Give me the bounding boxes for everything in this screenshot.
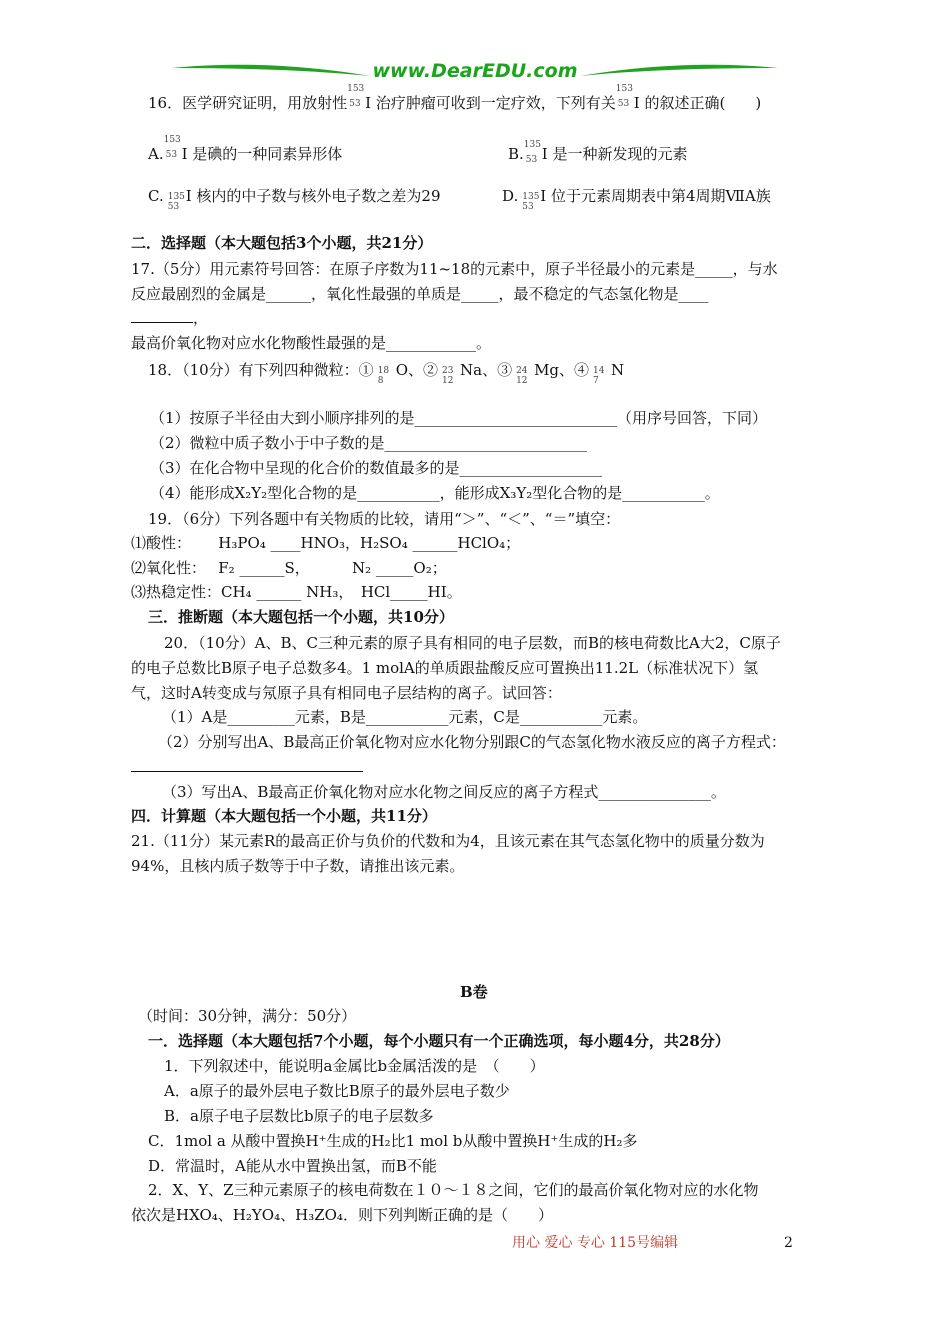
q16-option-b: B. 135 53 I 是一种新发现的元素 xyxy=(508,140,688,165)
q20-line-1: 20．（10分）A、B、C三种元素的原子具有相同的电子层数，而B的核电荷数比A大2，C原子 xyxy=(164,634,781,652)
q18-sub-1: （1）按原子半径由大到小顺序排列的是___________________________（用序号回答，下同） xyxy=(150,409,768,427)
q19-row-2: ⑵氧化性： F₂ ______S， N₂ _____O₂； xyxy=(131,559,447,577)
isotope-notation: 24 12 xyxy=(516,366,528,386)
isotope-notation: 23 12 xyxy=(442,366,454,386)
q16-option-a: A. 153 53 I 是碘的一种同素异形体 xyxy=(148,135,343,163)
q20-line-3: 气，这时A转变成与氖原子具有相同电子层结构的离子。试回答： xyxy=(131,684,562,702)
footer-slogan: 用心 爱心 专心 115号编辑 xyxy=(512,1235,679,1251)
q21-line-2: 94%，且核内质子数等于中子数，请推出该元素。 xyxy=(131,857,465,875)
q16-stem xyxy=(148,84,762,113)
brand-banner xyxy=(170,58,780,88)
q16-stem-mid: I 治疗肿瘤可收到一定疗效，下列有关 xyxy=(365,94,616,112)
section-3-heading: 三．推断题（本大题包括一个小题，共10分） xyxy=(148,608,454,626)
q16-option-c: C. 135 53 I 核内的中子数与核外电子数之差为29 xyxy=(148,187,441,212)
q17-line-4: 最高价氧化物对应水化物酸性最强的是____________。 xyxy=(131,334,492,352)
q18-sub-2: （2）微粒中质子数小于中子数的是___________________________ xyxy=(150,434,588,452)
q17-line-1: 17.（5分）用元素符号回答：在原子序数为11~18的元素中，原子半径最小的元素是_____，与水 xyxy=(131,260,778,278)
q20-sub-1: （1）A是_________元素，B是___________元素，C是___________元素。 xyxy=(162,708,648,726)
isotope-notation: 135 53 xyxy=(167,192,185,212)
q19-stem: 19．（6分）下列各题中有关物质的比较，请用“＞”、“＜”、“＝”填空： xyxy=(148,510,621,528)
q19-row-1: ⑴酸性： H₃PO₄ ____HNO₃，H₂SO₄ ______HClO₄； xyxy=(131,534,521,552)
q18-sub-3: （3）在化合物中呈现的化合价的数值最多的是___________________ xyxy=(150,459,603,477)
q17-blank-line: ， xyxy=(131,308,208,328)
q18-sub-4: （4）能形成X₂Y₂型化合物的是___________，能形成X₃Y₂型化合物的是___________。 xyxy=(150,484,720,502)
isotope-notation: 18 8 xyxy=(377,366,390,386)
q20-sub-2: （2）分别写出A、B最高正价氧化物对应水化物分别跟C的气态氢化物水液反应的离子方程式： xyxy=(158,733,786,751)
q16-stem-pre: 16．医学研究证明，用放射性 xyxy=(148,94,348,112)
q18-stem: 18．（10分）有下列四种微粒：① 18 8 O、② 23 12 Na、③ 24 12 Mg、④ 14 7 N xyxy=(148,361,625,386)
isotope-notation: 135 53 xyxy=(522,192,540,212)
isotope-notation: 153 53 xyxy=(615,84,633,109)
isotope-notation: 135 53 xyxy=(523,140,541,165)
isotope-notation: 14 7 xyxy=(593,366,605,386)
part-b-time: （时间：30分钟，满分：50分） xyxy=(138,1007,357,1025)
part-b-q2-line-1: 2．X、Y、Z三种元素原子的核电荷数在１０～１８之间，它们的最高价氧化物对应的水化物 xyxy=(148,1181,759,1199)
part-b-q1-option-a: A．a原子的最外层电子数比B原子的最外层电子数少 xyxy=(164,1082,510,1100)
isotope-notation: 153 53 xyxy=(163,135,181,160)
isotope-notation: 153 53 xyxy=(347,84,365,109)
brand-logo-text: www.DearEDU.com xyxy=(372,60,578,82)
part-b-title: B卷 xyxy=(460,983,488,1001)
part-b-q1-option-b: B．a原子电子层数比b原子的电子层数多 xyxy=(164,1107,434,1125)
q21-line-1: 21.（11分）某元素R的最高正价与负价的代数和为4，且该元素在其气态氢化物中的质量分数为 xyxy=(131,832,765,850)
part-b-section-1-heading: 一．选择题（本大题包括7个小题，每个小题只有一个正确选项，每小题4分，共28分） xyxy=(148,1032,730,1050)
part-b-q1-option-d: D．常温时，A能从水中置换出氢，而B不能 xyxy=(148,1157,437,1175)
part-b-q1-option-c: C．1mol a 从酸中置换H⁺生成的H₂比1 mol b从酸中置换H⁺生成的H₂多 xyxy=(148,1132,638,1150)
part-b-q1-stem: 1．下列叙述中，能说明a金属比b金属活泼的是 （ ） xyxy=(164,1057,545,1075)
section-4-heading: 四．计算题（本大题包括一个小题，共11分） xyxy=(131,807,437,825)
part-b-q2-line-2: 依次是HXO₄、H₂YO₄、H₃ZO₄．则下列判断正确的是（ ） xyxy=(131,1206,553,1224)
q17-line-2: 反应最剧烈的金属是______，氧化性最强的单质是_____，最不稳定的气态氢化物是____ xyxy=(131,285,709,303)
page-number: 2 xyxy=(784,1235,793,1251)
q20-line-2: 的电子总数比B原子电子总数多4。1 molA的单质跟盐酸反应可置换出11.2L（标准状况下）氢 xyxy=(131,659,759,677)
q20-answer-line xyxy=(131,757,363,777)
q16-stem-post: I 的叙述正确( ) xyxy=(633,94,762,112)
section-2-heading: 二．选择题（本大题包括3个小题，共21分） xyxy=(131,234,433,252)
q19-row-3: ⑶热稳定性：CH₄ ______ NH₃， HCl_____HI。 xyxy=(131,583,462,601)
q20-sub-3: （3）写出A、B最高正价氧化物对应水化物之间反应的离子方程式_______________。 xyxy=(162,783,726,801)
q16-option-d: D. 135 53 I 位于元素周期表中第4周期ⅦA族 xyxy=(502,187,771,212)
